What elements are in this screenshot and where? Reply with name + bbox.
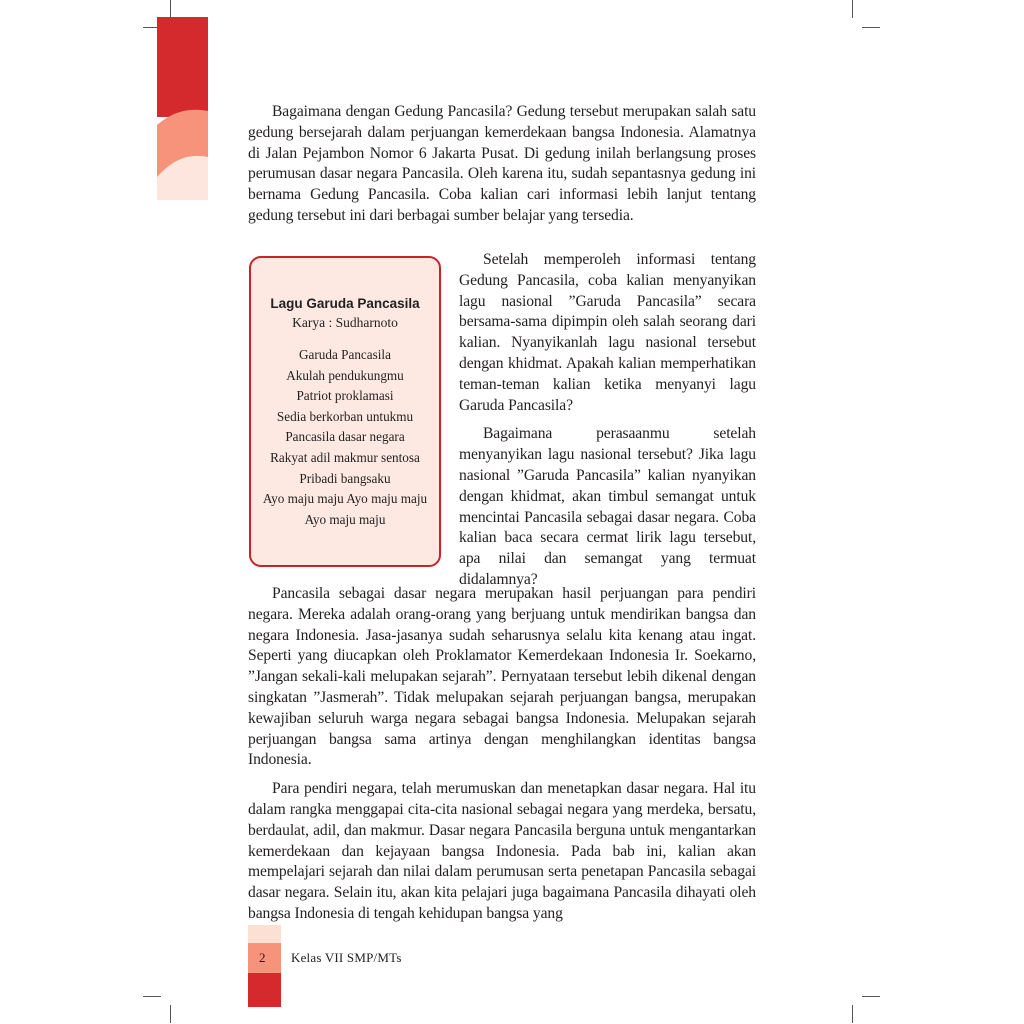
crop-mark: [862, 27, 880, 28]
crop-mark: [852, 0, 853, 18]
song-lyrics-box: [249, 256, 441, 567]
lyric-line: Pribadi bangsaku: [299, 470, 391, 486]
lyric-line: Sedia berkorban untukmu: [276, 408, 414, 424]
lyric-line: Garuda Pancasila: [299, 347, 391, 362]
paragraph: Pancasila sebagai dasar negara merupakan hasil perjuangan para pendiri negara. Mereka adalah orang-orang yang berjuang untuk mendirikan bangsa dan negara Indonesia. Jasa-jasanya sudah seharusnya selalu kita kenang atau ingat. Seperti yang diucapkan oleh Proklamator Kemerdekaan Indonesia Ir. Soekarno, ”Jangan sekali-kali melupakan sejarah”. Pernyataan tersebut lebih dikenal dengan singkatan ”Jasmerah”. Tidak melupakan sejarah perjuangan bangsa, merupakan kewajiban seluruh warga negara sebagai bangsa Indonesia. Melupakan sejarah perjuangan bangsa sama artinya dengan menghilangkan identitas bangsa Indonesia.: [248, 585, 756, 769]
crop-mark: [143, 996, 161, 997]
right-column-text: [459, 250, 756, 591]
footer-label: Kelas VII SMP/MTs: [291, 950, 402, 965]
intro-paragraph: [248, 102, 756, 227]
crop-mark: [862, 996, 880, 997]
crop-mark: [170, 1005, 171, 1023]
page-number: 2: [259, 950, 266, 965]
crop-mark: [170, 0, 171, 18]
paragraph: Bagaimana dengan Gedung Pancasila? Gedung tersebut merupakan salah satu gedung bersejarah dalam perjuangan kemerdekaan bangsa Indonesia. Alamatnya di Jalan Pejambon Nomor 6 Jakarta Pusat. Di gedung inilah berlangsung proses perumusan dasar negara Pancasila. Oleh karena itu, sudah sepantasnya gedung ini bernama Gedung Pancasila. Coba kalian cari informasi lebih lanjut tentang gedung tersebut ini dari berbagai sumber belajar yang tersedia.: [248, 103, 756, 224]
bottom-text: [248, 584, 756, 925]
footer-tab-decoration: [248, 925, 281, 1007]
paragraph: Setelah memperoleh informasi tentang Gedung Pancasila, coba kalian menyanyikan lagu nasional ”Garuda Pancasila” secara bersama-sama dipimpin oleh salah seorang dari kalian. Nyanyikanlah lagu nasional tersebut dengan khidmat. Apakah kalian memperhatikan teman-teman kalian ketika menyanyi lagu Garuda Pancasila?: [459, 251, 756, 414]
song-composer: Karya : Sudharnoto: [292, 315, 398, 330]
lyric-line: Ayo maju maju: [304, 511, 386, 527]
chapter-tab-decoration: [157, 17, 208, 200]
song-title: Lagu Garuda Pancasila: [270, 296, 420, 311]
lyric-line: Rakyat adil makmur sentosa: [270, 449, 420, 465]
paragraph: Bagaimana perasaanmu setelah menyanyikan lagu nasional tersebut? Jika lagu nasional ”Garuda Pancasila” kalian nyanyikan dengan khidmat, akan timbul semangat untuk mencintai Pancasila sebagai dasar negara. Coba kalian baca secara cermat lirik lagu tersebut, apa nilai dan semangat yang termuat didalamnya?: [459, 425, 756, 588]
lyric-line: Pancasila dasar negara: [285, 429, 405, 445]
lyric-line: Patriot proklamasi: [296, 388, 394, 404]
lyric-line: Akulah pendukungmu: [286, 367, 404, 383]
paragraph: Para pendiri negara, telah merumuskan dan menetapkan dasar negara. Hal itu dalam rangka menggapai cita-cita nasional sebagai negara yang merdeka, bersatu, berdaulat, adil, dan makmur. Dasar negara Pancasila berguna untuk mengantarkan kemerdekaan dan kejayaan bangsa Indonesia. Pada bab ini, kalian akan mempelajari sejarah dan nilai dalam perumusan serta penetapan Pancasila sebagai dasar negara. Selain itu, akan kita pelajari juga bagaimana Pancasila dihayati oleh bangsa Indonesia di tengah kehidupan bangsa yang: [248, 780, 756, 922]
crop-mark: [852, 1005, 853, 1023]
lyric-line: Ayo maju maju Ayo maju maju: [262, 491, 428, 507]
